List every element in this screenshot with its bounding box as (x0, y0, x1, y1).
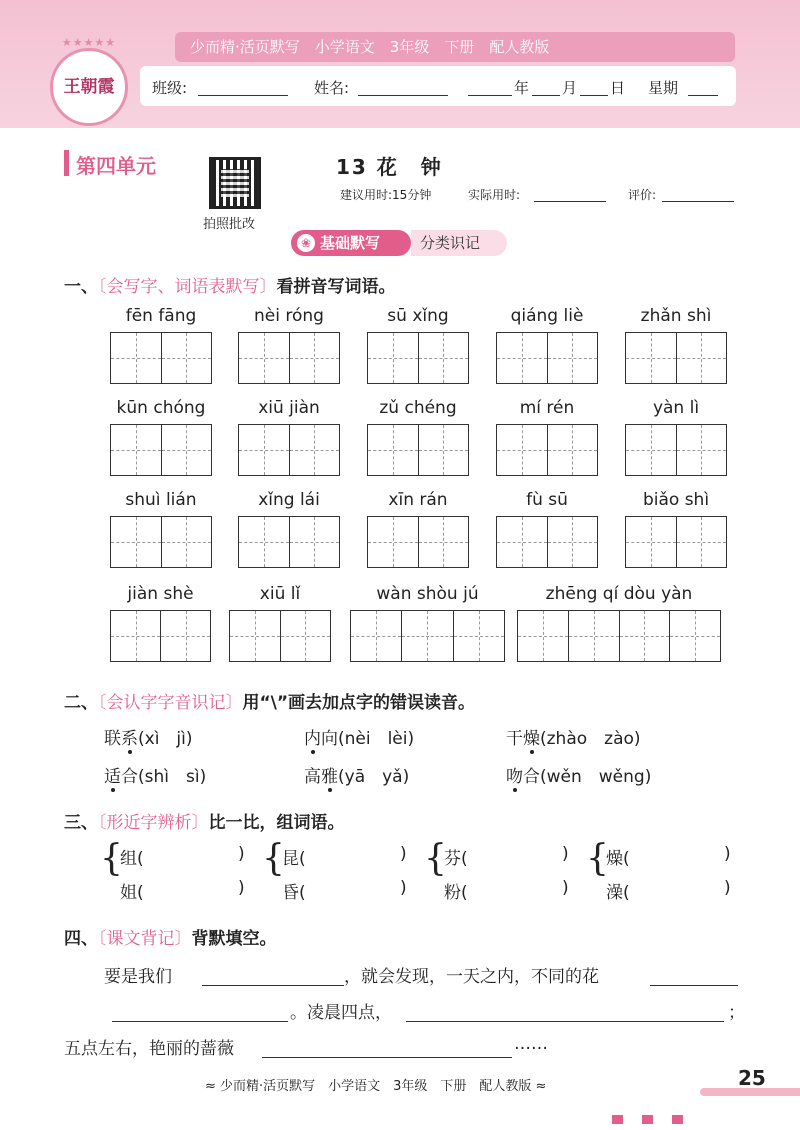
pair-close: ) (562, 844, 569, 864)
recite-line-1-start: 要是我们 (104, 967, 172, 987)
word-char: 合 (523, 767, 540, 787)
section-3-heading (64, 808, 345, 833)
reading-options: (wěn wěng) (540, 767, 652, 787)
writing-cell[interactable] (111, 333, 162, 383)
writing-cell[interactable] (548, 425, 598, 475)
writing-box-group (110, 332, 212, 384)
lesson-title: 13 花 钟 (336, 155, 443, 179)
writing-cell[interactable] (162, 425, 212, 475)
writing-cell[interactable] (497, 425, 548, 475)
writing-cell[interactable] (290, 333, 340, 383)
rating-field[interactable] (662, 184, 734, 202)
rating-label: 评价: (628, 188, 657, 202)
pinyin-label: xǐng lái (258, 490, 320, 510)
writing-cell[interactable] (111, 611, 161, 661)
writing-cell[interactable] (626, 333, 677, 383)
section-1-number: 一、 (64, 277, 98, 297)
writing-cell[interactable] (368, 333, 419, 383)
recite-blank-3[interactable] (112, 1002, 288, 1022)
writing-cell[interactable] (548, 333, 598, 383)
section-4-instruction: 背默填空。 (191, 929, 277, 949)
star-icon: ★★★★★ (61, 36, 117, 49)
writing-cell[interactable] (351, 611, 402, 661)
writing-cell[interactable] (239, 425, 290, 475)
writing-cell[interactable] (402, 611, 453, 661)
recite-blank-5[interactable] (262, 1038, 512, 1058)
writing-cell[interactable] (368, 517, 419, 567)
pinyin-label: biǎo shì (642, 490, 710, 510)
section-1-tag: 〔会写字、词语表默写〕 (98, 277, 277, 297)
pinyin-label: fēn fāng (125, 306, 197, 326)
writing-cell[interactable] (111, 425, 162, 475)
writing-cell[interactable] (111, 517, 162, 567)
writing-cell[interactable] (230, 611, 281, 661)
pair-char: 组( (120, 849, 144, 869)
writing-box-group (238, 332, 340, 384)
page-number: 25 (738, 1066, 766, 1090)
pair-close: ) (724, 844, 731, 864)
year-label: 年 (514, 79, 530, 97)
writing-cell[interactable] (620, 611, 671, 661)
brace-icon: { (100, 838, 123, 879)
pinyin-label: jiàn shè (127, 584, 194, 604)
pair-char: 澡( (606, 883, 630, 903)
word-char: 联 (104, 729, 121, 749)
recite-line-2-start: 。凌晨四点， (290, 1003, 392, 1023)
writing-cell[interactable] (419, 425, 469, 475)
writing-cell[interactable] (368, 425, 419, 475)
writing-cell[interactable] (419, 517, 469, 567)
reading-item[interactable] (304, 724, 414, 749)
pair-char: 昏( (282, 883, 306, 903)
writing-cell[interactable] (569, 611, 620, 661)
recite-line-3-start: 五点左右，艳丽的蔷薇 (64, 1039, 234, 1059)
pair-char: 粉( (444, 883, 468, 903)
reading-item[interactable] (506, 762, 651, 787)
award-icon: ❀ (297, 234, 315, 252)
recite-line-2-end: ； (728, 1003, 745, 1023)
class-label: 班级: (152, 79, 188, 97)
recite-line-3-end: …… (514, 1034, 548, 1054)
pinyin-label: zǔ chéng (379, 398, 457, 418)
pinyin-label: mí rén (519, 398, 575, 418)
section-4-heading (64, 924, 277, 949)
writing-box-group (110, 610, 211, 662)
word-char: 干 (506, 729, 523, 749)
writing-cell[interactable] (497, 333, 548, 383)
writing-box-group (496, 332, 598, 384)
weekday-field[interactable] (688, 78, 718, 96)
pair-answer-field[interactable] (314, 878, 398, 900)
tab-main-label: 基础默写 (320, 234, 381, 252)
day-field[interactable] (580, 78, 608, 96)
word-char: 向 (321, 729, 338, 749)
section-3-instruction: 比一比，组词语。 (208, 813, 345, 833)
writing-cell[interactable] (626, 425, 677, 475)
writing-cell[interactable] (626, 517, 677, 567)
word-char: 合 (121, 767, 138, 787)
pair-close: ) (238, 878, 245, 898)
pair-close: ) (238, 844, 245, 864)
writing-cell[interactable] (677, 425, 727, 475)
pair-char: 燥( (606, 849, 630, 869)
reading-options: (nèi lèi) (338, 729, 415, 749)
writing-cell[interactable] (548, 517, 598, 567)
qr-pattern (221, 169, 249, 197)
writing-box-group (625, 332, 727, 384)
writing-cell[interactable] (281, 611, 331, 661)
dotted-char: 吻 (506, 767, 523, 787)
brace-icon: { (262, 838, 285, 879)
unit-title: 第四单元 (76, 154, 156, 178)
writing-box-group (496, 516, 598, 568)
section-3-tag: 〔形近字辨析〕 (98, 813, 209, 833)
section-1-instruction: 看拼音写词语。 (276, 277, 396, 297)
writing-box-group (367, 516, 469, 568)
dotted-char: 燥 (523, 729, 540, 749)
pinyin-label: kūn chóng (116, 398, 206, 418)
logo-text: 王朝霞 (63, 77, 115, 97)
writing-box-group (110, 516, 212, 568)
pair-answer-field[interactable] (152, 844, 236, 866)
writing-cell[interactable] (454, 611, 504, 661)
pair-answer-field[interactable] (476, 844, 560, 866)
writing-cell[interactable] (419, 333, 469, 383)
pinyin-label: wàn shòu jú (376, 584, 479, 604)
month-field[interactable] (532, 78, 560, 96)
writing-cell[interactable] (518, 611, 569, 661)
writing-box-group (238, 424, 340, 476)
writing-cell[interactable] (239, 517, 290, 567)
writing-cell[interactable] (161, 611, 210, 661)
pair-answer-field[interactable] (638, 844, 722, 866)
writing-box-group (238, 516, 340, 568)
dotted-char: 雅 (321, 767, 338, 787)
decor-square (612, 1115, 623, 1124)
actual-time-label: 实际用时: (468, 188, 521, 202)
series-title: 少而精·活页默写 小学语文 3年级 下册 配人教版 (190, 38, 550, 56)
weekday-label: 星期 (648, 79, 679, 97)
reading-options: (yā yǎ) (338, 767, 410, 787)
pair-close: ) (400, 844, 407, 864)
pinyin-label: qiáng liè (510, 306, 584, 326)
reading-options: (shì sì) (138, 767, 207, 787)
section-3-number: 三、 (64, 813, 98, 833)
recite-blank-2[interactable] (650, 966, 738, 986)
word-char: 高 (304, 767, 321, 787)
writing-cell[interactable] (162, 333, 212, 383)
reading-item[interactable] (104, 724, 193, 749)
pinyin-label: xiū lǐ (259, 584, 301, 604)
decor-square (672, 1115, 683, 1124)
pair-char: 昆( (282, 849, 306, 869)
pair-char: 芬( (444, 849, 468, 869)
reading-options: (xì jì) (138, 729, 193, 749)
section-2-tag: 〔会认字字音识记〕 (98, 693, 243, 713)
section-2-heading (64, 688, 475, 713)
brace-icon: { (424, 838, 447, 879)
writing-box-group (625, 516, 727, 568)
recite-blank-4[interactable] (406, 1002, 724, 1022)
dotted-char: 内 (304, 729, 321, 749)
writing-cell[interactable] (290, 517, 340, 567)
pair-close: ) (724, 878, 731, 898)
dotted-char: 适 (104, 767, 121, 787)
reading-item[interactable] (304, 762, 409, 787)
pair-close: ) (562, 878, 569, 898)
suggested-time: 建议用时:15分钟 (340, 188, 432, 202)
writing-box-group (496, 424, 598, 476)
reading-item[interactable] (104, 762, 206, 787)
day-label: 日 (610, 79, 626, 97)
footer-text: ≈ 少而精·活页默写 小学语文 3年级 下册 配人教版 ≈ (205, 1079, 547, 1094)
writing-cell[interactable] (497, 517, 548, 567)
writing-box-group (350, 610, 505, 662)
writing-cell[interactable] (677, 333, 727, 383)
pinyin-label: sū xǐng (387, 306, 449, 326)
qr-caption: 拍照批改 (203, 217, 256, 232)
writing-box-group (517, 610, 721, 662)
writing-box-group (367, 332, 469, 384)
writing-box-group (110, 424, 212, 476)
pair-char: 姐( (120, 883, 144, 903)
decor-square (642, 1115, 653, 1124)
writing-cell[interactable] (290, 425, 340, 475)
pinyin-label: xīn rán (388, 490, 448, 510)
pinyin-label: shuì lián (125, 490, 197, 510)
writing-box-group (625, 424, 727, 476)
actual-time-field[interactable] (534, 184, 606, 202)
writing-cell[interactable] (677, 517, 727, 567)
pinyin-label: yàn lì (652, 398, 700, 418)
reading-options: (zhào zào) (540, 729, 641, 749)
section-2-instruction: 用“\”画去加点字的错误读音。 (242, 693, 476, 713)
writing-box-group (367, 424, 469, 476)
writing-cell[interactable] (239, 333, 290, 383)
recite-blank-1[interactable] (202, 966, 344, 986)
writing-cell[interactable] (670, 611, 720, 661)
section-4-number: 四、 (64, 929, 98, 949)
recite-line-1-end: ，就会发现，一天之内，不同的花 (344, 967, 599, 987)
year-field[interactable] (468, 78, 512, 96)
unit-marker (64, 150, 69, 176)
pair-answer-field[interactable] (476, 878, 560, 900)
pinyin-label: fù sū (526, 490, 568, 510)
pair-answer-field[interactable] (638, 878, 722, 900)
writing-cell[interactable] (162, 517, 212, 567)
pinyin-label: xiū jiàn (258, 398, 320, 418)
dotted-char: 系 (121, 729, 138, 749)
name-field[interactable] (358, 78, 448, 96)
pair-answer-field[interactable] (314, 844, 398, 866)
pinyin-label: zhēng qí dòu yàn (545, 584, 693, 604)
section-4-tag: 〔课文背记〕 (98, 929, 192, 949)
pinyin-label: nèi róng (254, 306, 324, 326)
brace-icon: { (586, 838, 609, 879)
pair-close: ) (400, 878, 407, 898)
section-1-heading (64, 272, 396, 297)
class-field[interactable] (198, 78, 288, 96)
pair-answer-field[interactable] (152, 878, 236, 900)
name-label: 姓名: (314, 79, 350, 97)
section-2-number: 二、 (64, 693, 98, 713)
tab-sub-label: 分类识记 (420, 234, 481, 252)
reading-item[interactable] (506, 724, 641, 749)
writing-box-group (229, 610, 331, 662)
pinyin-label: zhǎn shì (640, 306, 712, 326)
month-label: 月 (562, 79, 578, 97)
